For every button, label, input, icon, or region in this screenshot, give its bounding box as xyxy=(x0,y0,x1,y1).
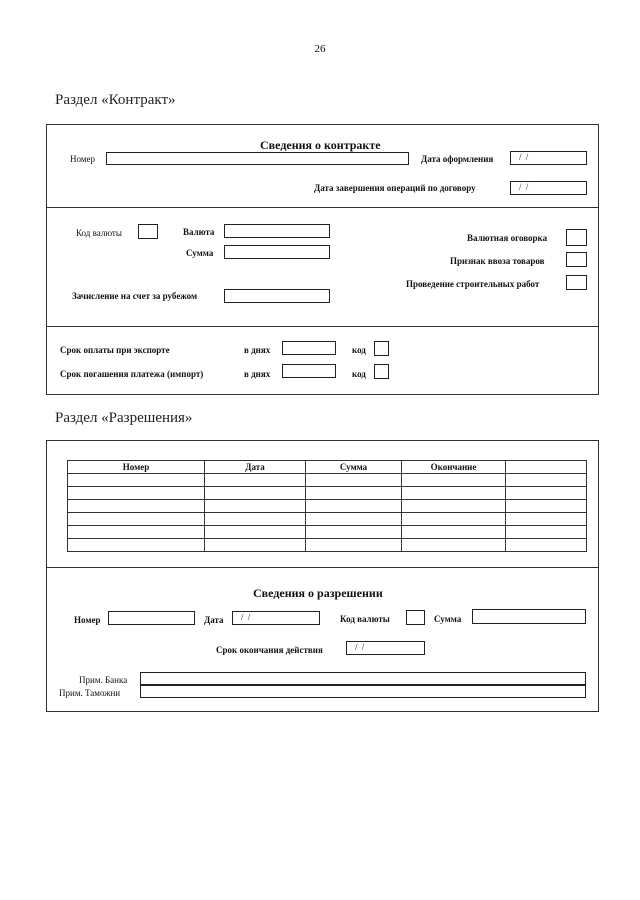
export-code-label: код xyxy=(352,345,366,355)
table-cell xyxy=(402,513,506,526)
import-term-label: Срок погашения платежа (импорт) xyxy=(60,369,204,379)
contract-divider-1 xyxy=(47,207,598,208)
currency-code-field[interactable] xyxy=(138,224,158,239)
construction-label: Проведение строительных работ xyxy=(406,279,540,289)
column-header-extra xyxy=(506,461,587,474)
amount-label: Сумма xyxy=(186,248,214,258)
contract-date-label: Дата оформления xyxy=(421,154,494,164)
transfer-abroad-field[interactable] xyxy=(224,289,330,303)
validity-field[interactable]: / / xyxy=(346,641,425,655)
table-row[interactable] xyxy=(68,500,587,513)
table-cell xyxy=(306,474,402,487)
export-days-label: в днях xyxy=(244,345,271,355)
permits-table-header-row xyxy=(68,461,587,474)
contract-number-label: Номер xyxy=(70,154,96,164)
contract-end-date-label: Дата завершения операций по договору xyxy=(314,183,476,193)
table-row[interactable] xyxy=(68,526,587,539)
table-cell xyxy=(205,526,306,539)
import-code-field[interactable] xyxy=(374,364,389,379)
contract-end-date-field[interactable]: / / xyxy=(510,181,587,195)
table-cell xyxy=(506,539,587,552)
export-term-label: Срок оплаты при экспорте xyxy=(60,345,170,355)
import-code-label: код xyxy=(352,369,366,379)
page-number: 26 xyxy=(314,43,326,55)
column-header-expiry: Окончание xyxy=(402,461,506,474)
amount-field[interactable] xyxy=(224,245,330,259)
import-goods-checkbox[interactable] xyxy=(566,252,587,267)
table-cell xyxy=(506,513,587,526)
permit-header: Сведения о разрешении xyxy=(253,586,383,600)
bank-note-field[interactable] xyxy=(140,672,586,685)
table-cell xyxy=(506,526,587,539)
table-cell xyxy=(306,500,402,513)
customs-note-label: Прим. Таможни xyxy=(59,688,121,698)
table-cell xyxy=(402,500,506,513)
validity-label: Срок окончания действия xyxy=(216,645,323,655)
column-header-date: Дата xyxy=(205,461,306,474)
permits-table xyxy=(67,460,587,552)
contract-date-field[interactable]: / / xyxy=(510,151,587,165)
permit-amount-label: Сумма xyxy=(434,614,462,624)
permit-number-field[interactable] xyxy=(108,611,195,625)
import-days-field[interactable] xyxy=(282,364,336,378)
table-row[interactable] xyxy=(68,513,587,526)
table-cell xyxy=(68,487,205,500)
export-days-field[interactable] xyxy=(282,341,336,355)
currency-code-label: Код валюты xyxy=(76,228,122,238)
table-cell xyxy=(402,474,506,487)
permits-divider xyxy=(47,567,598,568)
permit-currency-code-label: Код валюты xyxy=(340,614,390,624)
table-cell xyxy=(205,487,306,500)
permit-currency-code-field[interactable] xyxy=(406,610,425,625)
table-cell xyxy=(506,500,587,513)
table-cell xyxy=(402,539,506,552)
table-cell xyxy=(68,526,205,539)
table-cell xyxy=(506,474,587,487)
construction-checkbox[interactable] xyxy=(566,275,587,290)
table-cell xyxy=(68,513,205,526)
contract-section-title: Раздел «Контракт» xyxy=(55,92,176,108)
transfer-abroad-label: Зачисление на счет за рубежом xyxy=(72,291,198,301)
customs-note-field[interactable] xyxy=(140,685,586,698)
permit-number-label: Номер xyxy=(74,615,101,625)
column-header-number: Номер xyxy=(68,461,205,474)
table-cell xyxy=(68,474,205,487)
table-cell xyxy=(506,487,587,500)
currency-label: Валюта xyxy=(183,227,215,237)
permit-date-label: Дата xyxy=(204,615,224,625)
table-cell xyxy=(205,513,306,526)
table-cell xyxy=(306,513,402,526)
table-cell xyxy=(205,500,306,513)
currency-clause-checkbox[interactable] xyxy=(566,229,587,246)
currency-field[interactable] xyxy=(224,224,330,238)
table-cell xyxy=(68,539,205,552)
table-row[interactable] xyxy=(68,487,587,500)
permits-panel xyxy=(46,440,599,712)
import-goods-label: Признак ввоза товаров xyxy=(450,256,545,266)
table-row[interactable] xyxy=(68,539,587,552)
table-cell xyxy=(402,487,506,500)
contract-header: Сведения о контракте xyxy=(260,138,381,152)
table-cell xyxy=(205,474,306,487)
contract-number-field[interactable] xyxy=(106,152,409,165)
table-cell xyxy=(306,487,402,500)
currency-clause-label: Валютная оговорка xyxy=(467,233,548,243)
table-row[interactable] xyxy=(68,474,587,487)
table-cell xyxy=(205,539,306,552)
contract-divider-2 xyxy=(47,326,598,327)
table-cell xyxy=(306,539,402,552)
export-code-field[interactable] xyxy=(374,341,389,356)
import-days-label: в днях xyxy=(244,369,271,379)
contract-panel xyxy=(46,124,599,395)
bank-note-label: Прим. Банка xyxy=(79,675,128,685)
table-cell xyxy=(402,526,506,539)
table-cell xyxy=(68,500,205,513)
permit-amount-field[interactable] xyxy=(472,609,586,624)
column-header-amount: Сумма xyxy=(306,461,402,474)
permits-section-title: Раздел «Разрешения» xyxy=(55,410,193,426)
table-cell xyxy=(306,526,402,539)
permit-date-field[interactable]: / / xyxy=(232,611,320,625)
